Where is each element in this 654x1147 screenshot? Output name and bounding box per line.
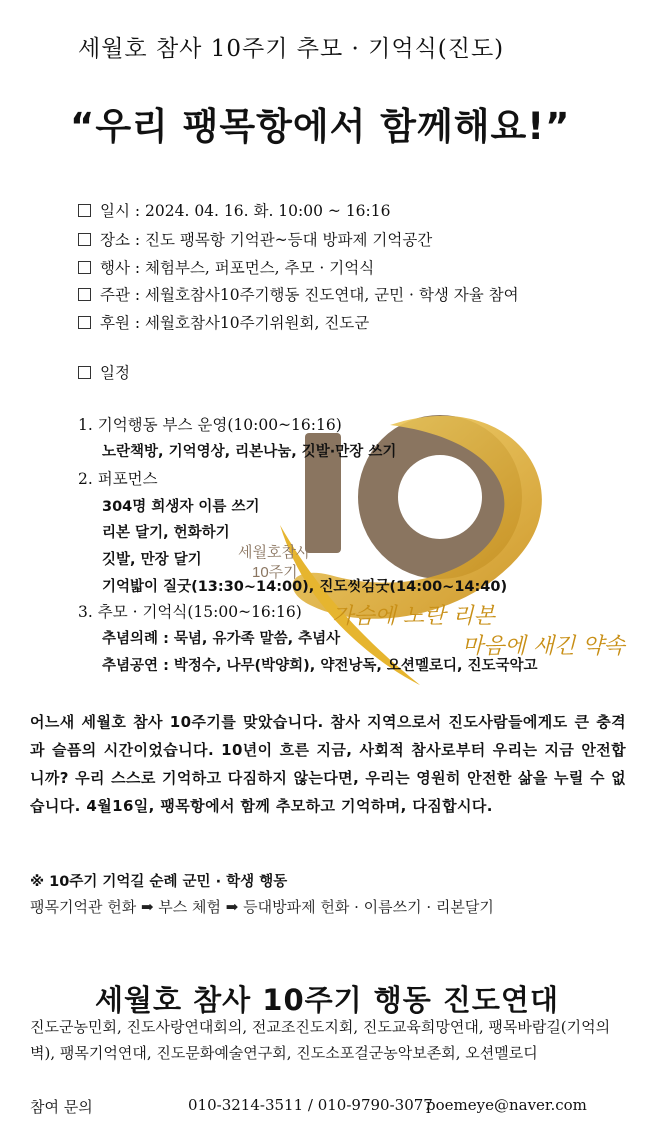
body-paragraph: 어느새 세월호 참사 10주기를 맞았습니다. 참사 지역으로서 진도사람들에게도 큰 충격과 슬픔의 시간이었습니다. 10년이 흐른 지금, 사회적 참사로부터 우리는 지금 안전합니까? 우리 스스로 기억하고 다짐하지 않는다면, 우리는 영원히 안전한 삶을 누릴 수 없습니다. 4월16일, 팽목항에서 함께 추모하고 기억하며, 다짐합시다. (30, 713, 626, 815)
pilgrimage-route: 팽목기억관 헌화 ➡ 부스 체험 ➡ 등대방파제 헌화 · 이름쓰기 · 리본달기 (30, 898, 494, 916)
schedule-item-2: 2. 퍼포먼스 (78, 470, 158, 488)
schedule-item-2a: 304명 희생자 이름 쓰기 (102, 499, 260, 515)
logo-slogan-1: 가슴에 노란 리본 (332, 604, 495, 629)
checkbox-icon (78, 288, 91, 301)
logo-caption-2: 10주기 (252, 564, 298, 581)
member-organizations: 진도군농민회, 진도사랑연대회의, 전교조진도지회, 진도교육희망연대, 팽목바람길(기억의벽), 팽목기억연대, 진도문화예술연구회, 진도소포걸군농악보존회, 오션멜로디 (30, 1018, 611, 1062)
schedule-item-1: 1. 기억행동 부스 운영(10:00~16:16) (78, 416, 342, 434)
contact-line (30, 1096, 587, 1117)
info-schedule-text: 일정 (100, 364, 130, 382)
checkbox-icon (78, 316, 91, 329)
schedule-item-1-detail: 노란책방, 기억영상, 리본나눔, 깃발·만장 쓰기 (102, 444, 397, 460)
schedule-item-3a: 추념의례 : 묵념, 유가족 말씀, 추념사 (102, 631, 341, 647)
info-sponsor-text: 후원 : 세월호참사10주기위원회, 진도군 (100, 314, 370, 332)
info-event (78, 256, 374, 278)
info-event-text: 행사 : 체험부스, 퍼포먼스, 추모 · 기억식 (100, 259, 375, 277)
schedule-item-2d: 기억밟이 질굿(13:30~14:00), 진도씻김굿(14:00~14:40) (102, 579, 508, 595)
pilgrimage-note: ※ 10주기 기억길 순례 군민 · 학생 행동 (30, 874, 288, 890)
info-host-text: 주관 : 세월호참사10주기행동 진도연대, 군민 · 학생 자율 참여 (100, 286, 519, 304)
checkbox-icon (78, 261, 91, 274)
organization-title: 세월호 참사 10주기 행동 진도연대 (95, 983, 559, 1017)
schedule-item-2b: 리본 달기, 헌화하기 (102, 525, 230, 541)
info-host (78, 283, 519, 305)
logo-caption-1: 세월호참사 (238, 544, 311, 561)
checkbox-icon (78, 366, 91, 379)
contact-email[interactable]: poemeye@naver.com (426, 1096, 587, 1114)
info-place (78, 228, 432, 250)
info-schedule (78, 361, 130, 383)
schedule-item-3: 3. 추모 · 기억식(15:00~16:16) (78, 603, 302, 621)
logo-slogan-2: 마음에 새긴 약속 (462, 634, 625, 659)
contact-label: 참여 문의 (30, 1098, 93, 1116)
checkbox-icon (78, 233, 91, 246)
contact-phones: 010-3214-3511 / 010-9790-3077 (188, 1096, 433, 1114)
schedule-item-3b: 추념공연 : 박정수, 나무(박양희), 약전낭독, 오션멜로디, 진도국악고 (102, 658, 538, 674)
info-sponsor (78, 311, 369, 333)
schedule-item-2c: 깃발, 만장 달기 (102, 552, 202, 568)
headline: “우리 팽목항에서 함께해요!” (70, 105, 571, 148)
info-place-text: 장소 : 진도 팽목항 기억관~등대 방파제 기억공간 (100, 231, 433, 249)
info-date (78, 199, 390, 221)
info-date-text: 일시 : 2024. 04. 16. 화. 10:00 ~ 16:16 (100, 202, 391, 220)
checkbox-icon (78, 204, 91, 217)
event-subtitle: 세월호 참사 10주기 추모 · 기억식(진도) (78, 36, 505, 62)
